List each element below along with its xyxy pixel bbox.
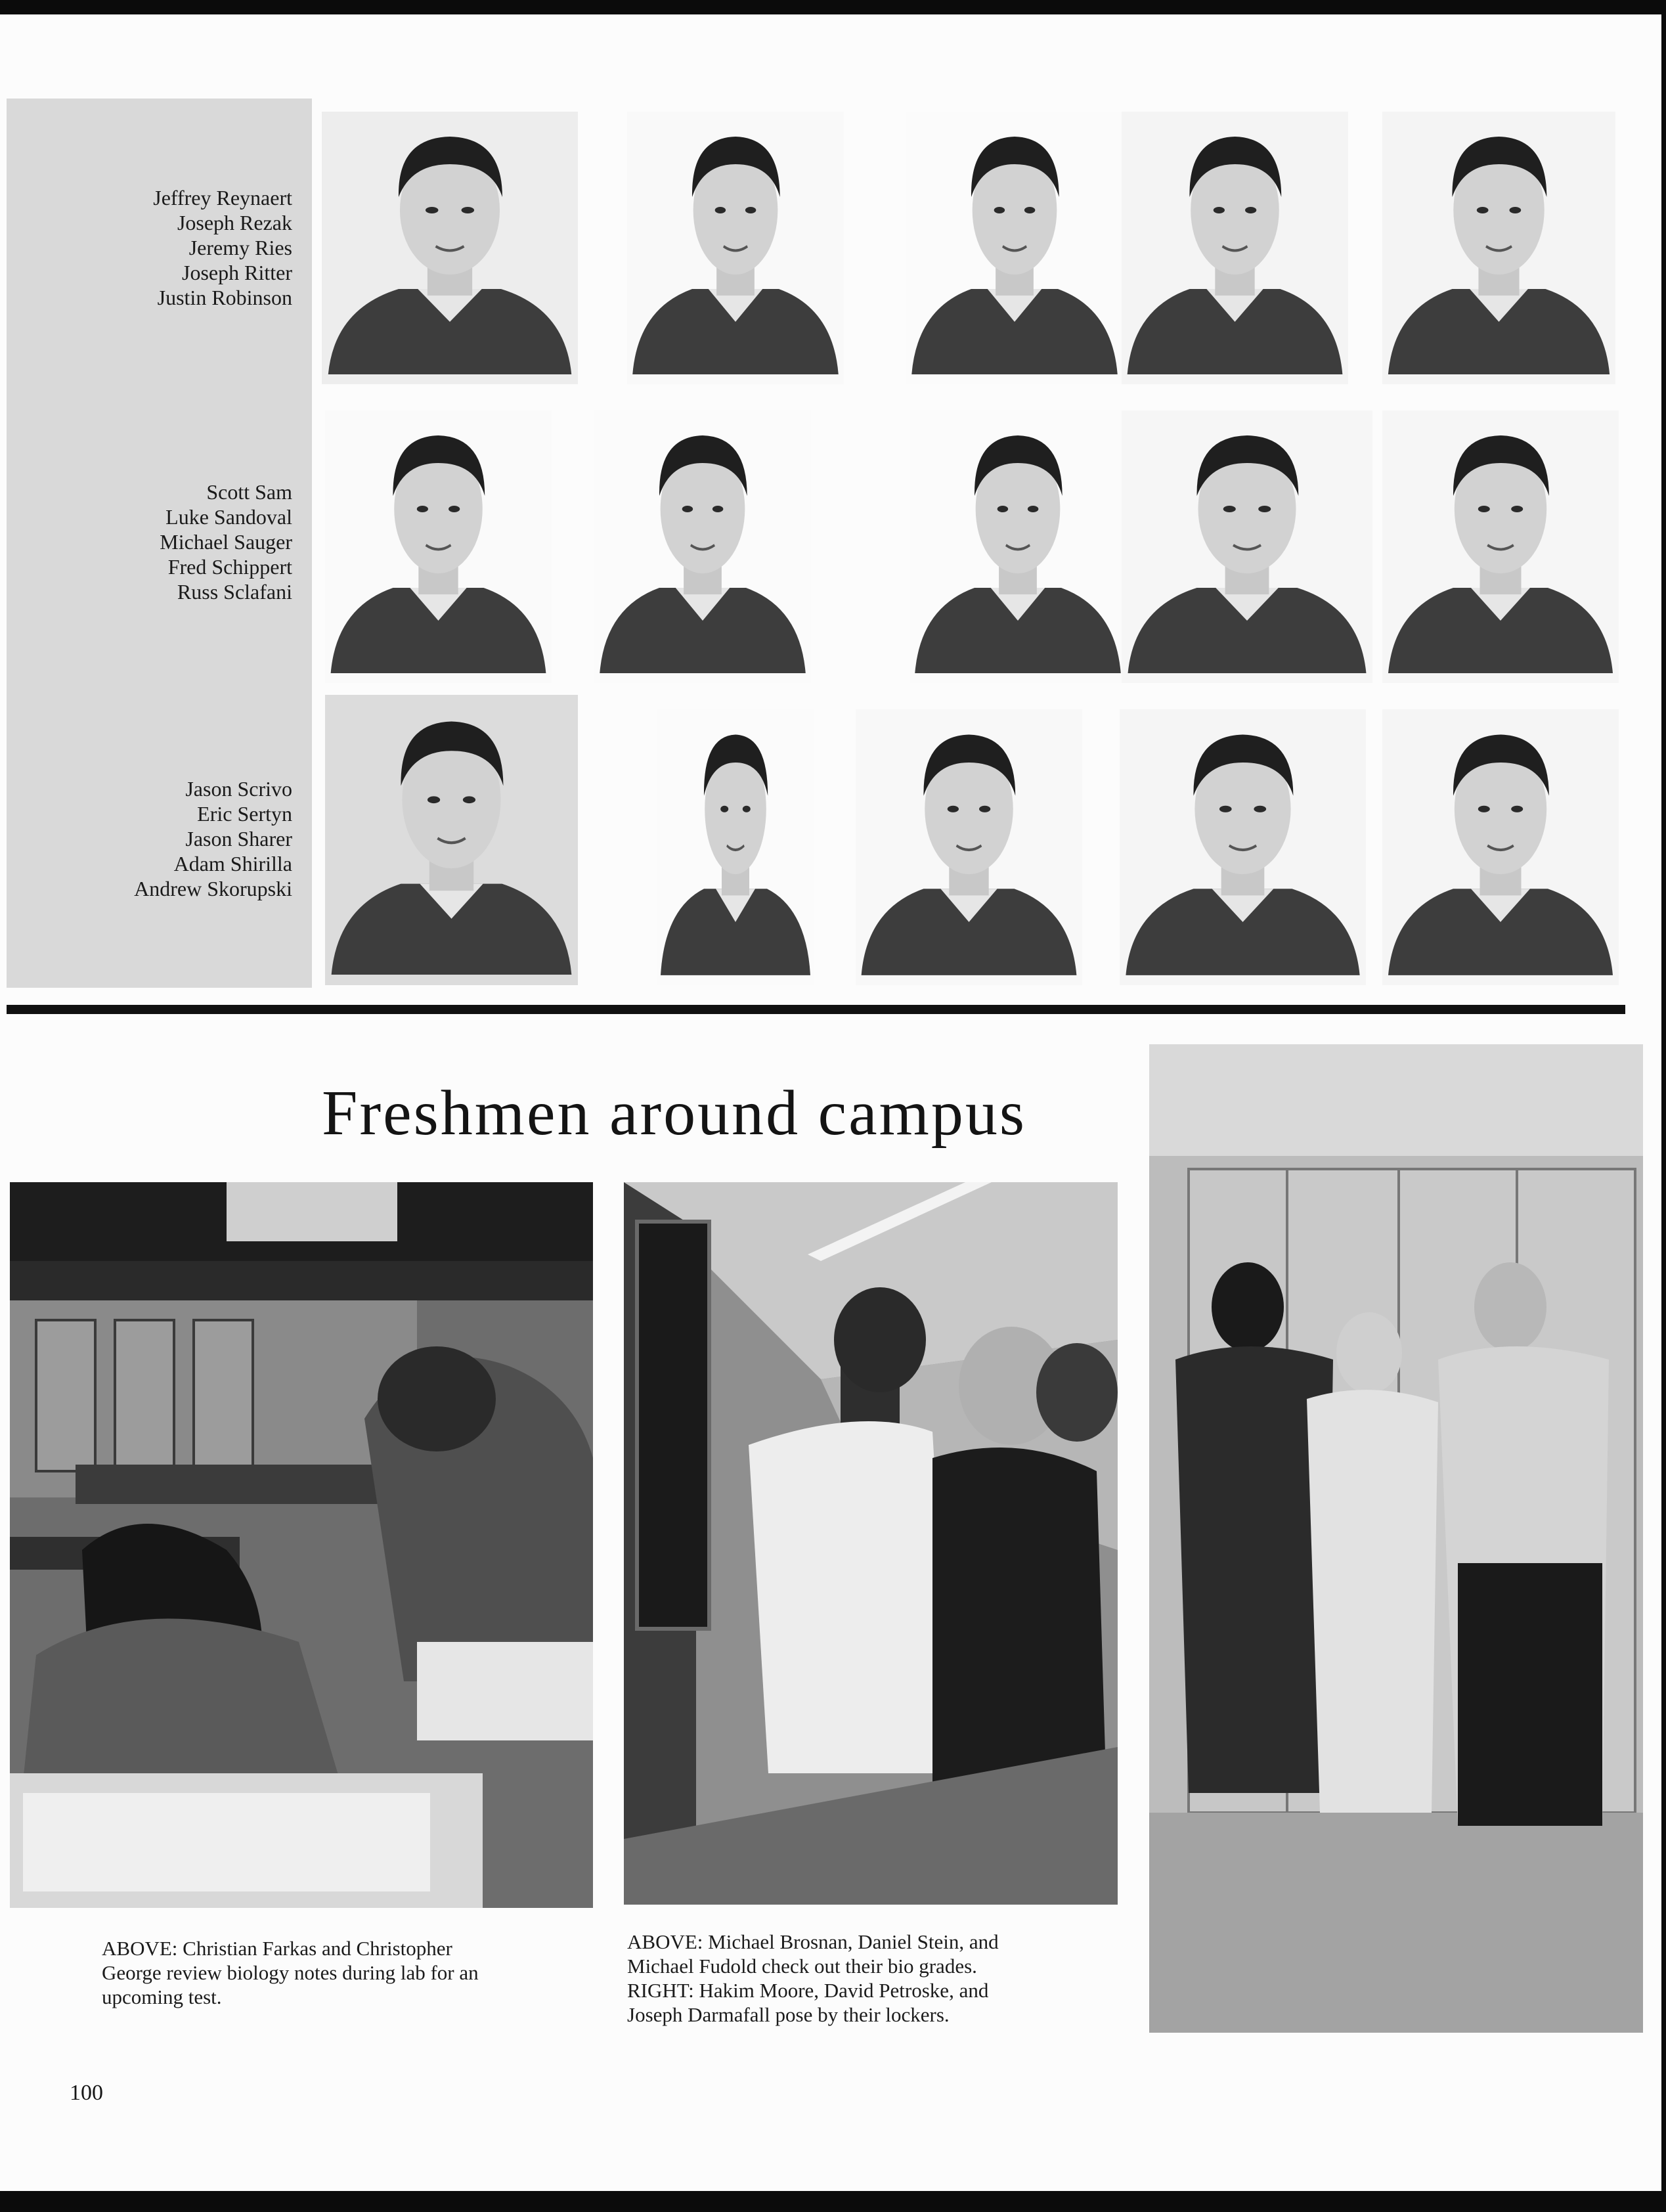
page-number: 100 [70,2081,103,2105]
portrait-name: Russ Sclafani [177,580,292,604]
portrait-name: Jeffrey Reynaert [153,186,292,210]
portrait-names-row-3 [10,776,292,901]
portrait-photo [1122,112,1348,384]
portrait-name-panel [7,99,312,988]
caption-line: ABOVE: Michael Brosnan, Daniel Stein, and [627,1930,999,1953]
portrait-photo [1382,709,1619,985]
portrait-photo [325,695,578,985]
portrait-name: Andrew Skorupski [134,877,292,900]
caption-line: Michael Fudold check out their bio grades. [627,1955,977,1978]
caption-biology-lab [102,1936,594,2009]
caption-line: ABOVE: Christian Farkas and Christopher [102,1937,452,1960]
portrait-name: Michael Sauger [160,530,292,554]
portrait-name: Scott Sam [206,480,292,504]
portrait-name: Justin Robinson [157,286,292,309]
portrait-photo [856,709,1082,985]
portrait-name: Jason Scrivo [185,777,292,801]
portrait-name: Adam Shirilla [173,852,292,875]
portrait-name: Luke Sandoval [165,505,292,529]
portrait-photo [594,410,811,683]
portrait-photo [657,709,814,985]
portrait-names-row-2 [10,479,292,604]
top-border [0,0,1666,14]
photo-lockers [1149,1044,1643,2033]
photo-hallway-grades [624,1182,1118,1905]
section-title: Freshmen around campus [322,1078,1026,1149]
portrait-name: Eric Sertyn [197,802,292,826]
portrait-name: Joseph Rezak [177,211,292,234]
portrait-photo [627,112,844,384]
portrait-photo [910,410,1126,683]
section-divider [7,1005,1625,1014]
portrait-photo [906,112,1123,384]
bottom-border [0,2191,1666,2212]
portrait-name: Jason Sharer [185,827,292,851]
caption-hallway-lockers [627,1930,1121,2027]
portrait-photo [325,410,552,683]
portrait-names-row-1 [10,185,292,310]
portrait-name: Fred Schippert [167,555,292,579]
portrait-photo [322,112,578,384]
caption-line: RIGHT: Hakim Moore, David Petroske, and [627,1979,989,2002]
caption-line: upcoming test. [102,1985,222,2008]
portrait-photo [1382,410,1619,683]
portrait-name: Joseph Ritter [182,261,292,284]
right-border [1661,0,1666,2212]
photo-biology-lab [10,1182,593,1908]
portrait-name: Jeremy Ries [188,236,292,259]
portrait-photo [1382,112,1615,384]
portrait-photo [1120,709,1366,985]
portrait-photo [1122,410,1372,683]
caption-line: Joseph Darmafall pose by their lockers. [627,2003,950,2026]
caption-line: George review biology notes during lab for an [102,1961,479,1984]
